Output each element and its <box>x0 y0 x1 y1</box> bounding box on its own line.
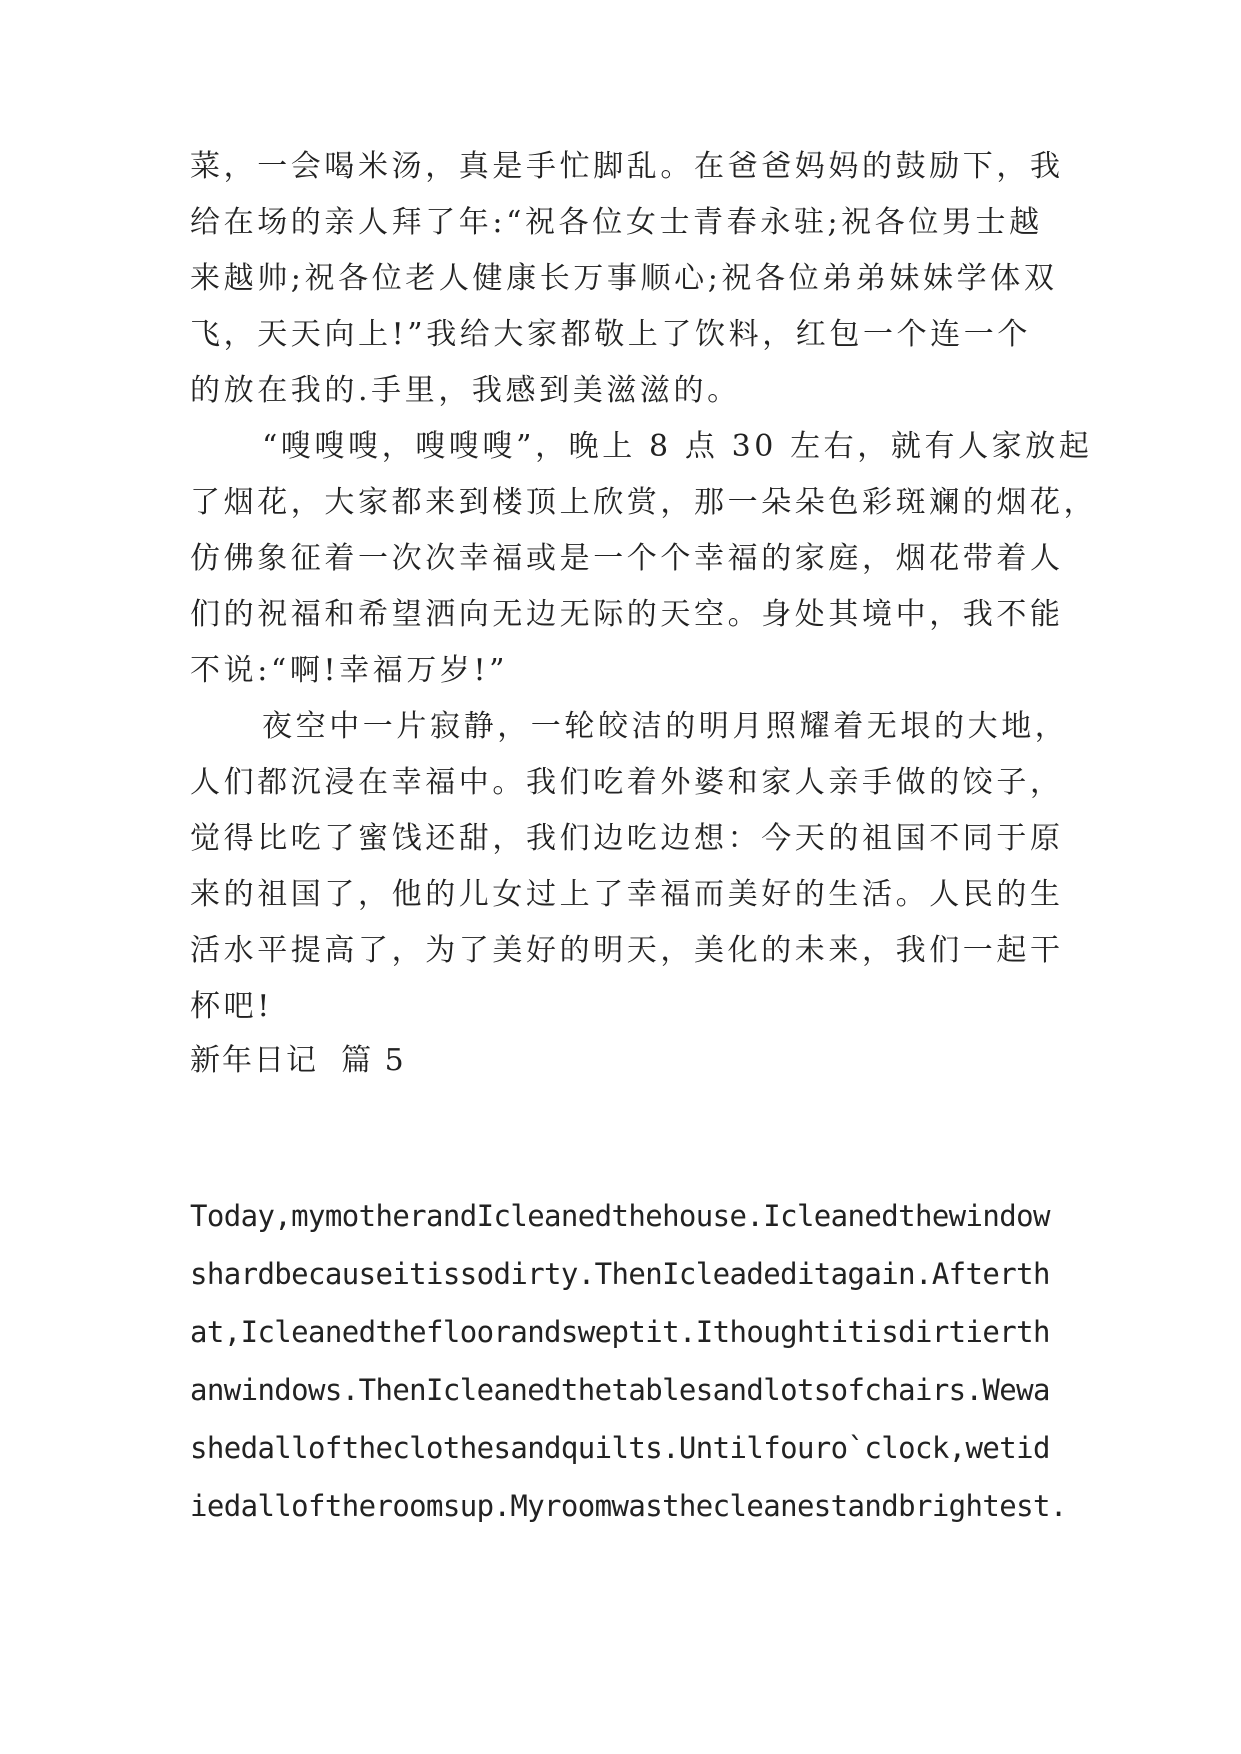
english-line: at,Icleanedthefloorandsweptit.Ithoughtitisdirtierth <box>190 1315 1050 1349</box>
paragraph-line: 人们都沉浸在幸福中。我们吃着外婆和家人亲手做的饺子， <box>190 765 1064 800</box>
paragraph-line: 觉得比吃了蜜饯还甜，我们边吃边想：今天的祖国不同于原 <box>190 821 1064 856</box>
paragraph-line: 来越帅;祝各位老人健康长万事顺心;祝各位弟弟妹妹学体双 <box>190 261 1058 296</box>
paragraph-line: 杯吧! <box>190 989 273 1024</box>
english-line: iedalloftheroomsup.Myroomwasthecleanestandbrightest. <box>190 1489 1067 1523</box>
paragraph-line: 们的祝福和希望洒向无边无际的天空。身处其境中，我不能 <box>190 597 1064 632</box>
paragraph-line: 菜，一会喝米汤，真是手忙脚乱。在爸爸妈妈的鼓励下，我 <box>190 149 1064 184</box>
section-heading: 新年日记 篇 5 <box>190 1043 406 1078</box>
paragraph-line: 来的祖国了，他的儿女过上了幸福而美好的生活。人民的生 <box>190 877 1064 912</box>
english-line: shedalloftheclothesandquilts.Untilfouro`clock,wetid <box>190 1431 1050 1465</box>
paragraph-line: 活水平提高了，为了美好的明天，美化的未来，我们一起干 <box>190 933 1064 968</box>
paragraph-line: 夜空中一片寂静，一轮皎洁的明月照耀着无垠的大地， <box>262 709 1069 744</box>
paragraph-line: 给在场的亲人拜了年:“祝各位女士青春永驻;祝各位男士越 <box>190 205 1043 240</box>
english-line: anwindows.ThenIcleanedthetablesandlotsofchairs.Wewa <box>190 1373 1050 1407</box>
paragraph-line: 仿佛象征着一次次幸福或是一个个幸福的家庭，烟花带着人 <box>190 541 1064 576</box>
paragraph-line: 飞，天天向上!”我给大家都敬上了饮料，红包一个连一个 <box>190 317 1031 352</box>
paragraph-line: 不说:“啊!幸福万岁!” <box>190 653 509 688</box>
english-line: shardbecauseitissodirty.ThenIcleadeditagain.Afterth <box>190 1257 1050 1291</box>
paragraph-line: “嗖嗖嗖，嗖嗖嗖”，晚上 8 点 30 左右，就有人家放起 <box>262 429 1093 464</box>
paragraph-line: 的放在我的.手里，我感到美滋滋的。 <box>190 373 741 408</box>
paragraph-line: 了烟花，大家都来到楼顶上欣赏，那一朵朵色彩斑斓的烟花， <box>190 485 1098 520</box>
english-line: Today,mymotherandIcleanedthehouse.Icleanedthewindow <box>190 1199 1050 1233</box>
